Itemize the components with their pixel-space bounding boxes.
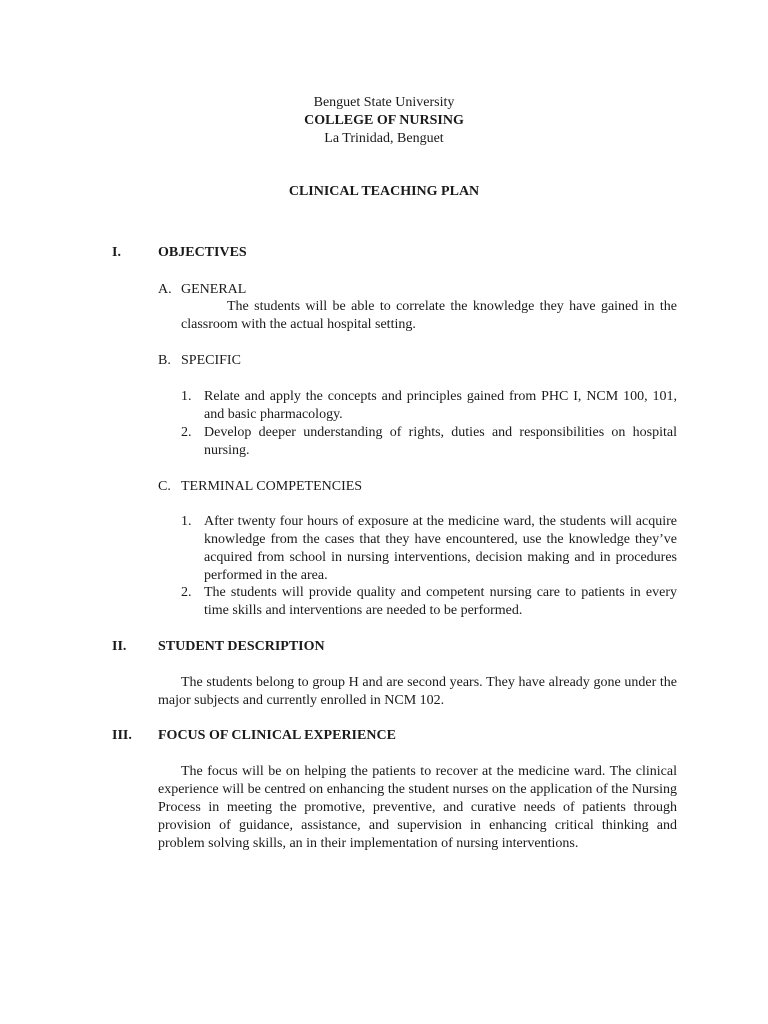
section-3-number: III. — [112, 728, 132, 743]
specific-item-1-number: 1. — [181, 389, 192, 404]
general-title: GENERAL — [181, 282, 247, 297]
terminal-item-2-number: 2. — [181, 585, 192, 600]
general-text: The students will be able to correlate the knowledge they have gained in the classroom with the actual hospital setting. — [181, 299, 677, 332]
specific-letter: B. — [158, 353, 171, 368]
document-title: CLINICAL TEACHING PLAN — [288, 184, 480, 199]
terminal-item-1-text: After twenty four hours of exposure at the medicine ward, the students will acquire knowledge from the cases that they have encountered, use the knowledge they’ve acquired from school in nursing interventions, decision making and in procedures performed in the area. — [204, 514, 677, 583]
college-name: COLLEGE OF NURSING — [304, 113, 464, 128]
section-1-title: OBJECTIVES — [158, 245, 247, 260]
terminal-item-1-number: 1. — [181, 514, 192, 529]
section-2-number: II. — [112, 639, 127, 654]
specific-title: SPECIFIC — [181, 353, 241, 368]
specific-item-1-text: Relate and apply the concepts and principles gained from PHC I, NCM 100, 101, and basic pharmacology. — [204, 389, 677, 422]
section-3-title: FOCUS OF CLINICAL EXPERIENCE — [158, 728, 396, 743]
section-2-title: STUDENT DESCRIPTION — [158, 639, 325, 654]
clinical-focus-text: The focus will be on helping the patients to recover at the medicine ward. The clinical experience will be centred on enhancing the student nurses on the application of the Nursing Process in meeting the promotive, preventive, and curative needs of patients through provision of guidance, assistance, and supervision in enhancing critical thinking and problem solving skills, an in their implementation of nursing interventions. — [158, 764, 677, 851]
specific-item-2-text: Develop deeper understanding of rights, duties and responsibilities on hospital nursing. — [204, 425, 677, 458]
university-name: Benguet State University — [313, 95, 455, 110]
terminal-title: TERMINAL COMPETENCIES — [181, 479, 363, 494]
terminal-letter: C. — [158, 479, 171, 494]
terminal-item-2-text: The students will provide quality and competent nursing care to patients in every time skills and interventions are needed to be performed. — [204, 585, 677, 618]
section-1-number: I. — [112, 245, 121, 260]
college-location: La Trinidad, Benguet — [324, 131, 444, 146]
general-letter: A. — [158, 282, 172, 297]
student-description-text: The students belong to group H and are second years. They have already gone under the major subjects and currently enrolled in NCM 102. — [158, 675, 677, 708]
specific-item-2-number: 2. — [181, 425, 192, 440]
